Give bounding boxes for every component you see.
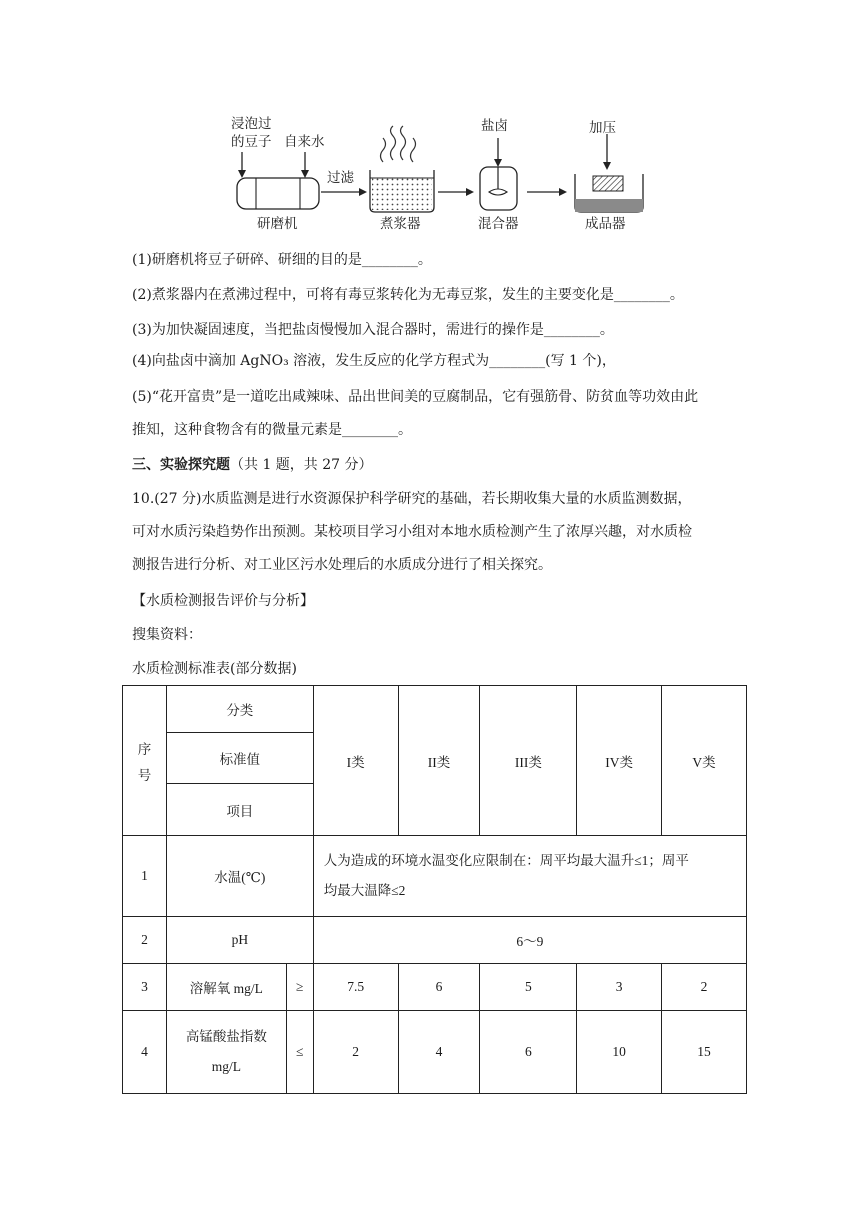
collect-data-label: 搜集资料： [132, 627, 202, 643]
row3-sign: ≥ [286, 964, 313, 1011]
row3-value-3: 5 [480, 964, 577, 1011]
header-item: 项目 [166, 784, 313, 836]
q10-line1: 10.(27 分)水质监测是进行水资源保护科学研究的基础，若长期收集大量的水质监测数据， [132, 491, 692, 507]
header-class-5: V类 [662, 686, 747, 836]
question-3: (3)为加快凝固速度，当把盐卤慢慢加入混合器时，需进行的操作是________。 [132, 322, 614, 338]
row3-item: 溶解氧 mg/L [166, 964, 286, 1011]
row1-text [313, 836, 746, 917]
row4-item [166, 1011, 286, 1094]
header-class-1: I类 [313, 686, 398, 836]
question-5-line2: 推知，这种食物含有的微量元素是________。 [132, 422, 412, 438]
row4-item-line1: 高锰酸盐指数 [185, 1029, 267, 1044]
table-row [123, 917, 747, 964]
header-category: 分类 [166, 686, 313, 733]
boiler-label: 煮浆器 [380, 216, 421, 232]
question-1: (1)研磨机将豆子研碎、研细的目的是________。 [132, 252, 432, 268]
row1-text-line1: 人为造成的环境水温变化应限制在：周平均最大温升≤1；周平 [323, 853, 689, 868]
row1-item: 水温(℃) [166, 836, 313, 917]
row2-item: pH [166, 917, 313, 964]
header-seq-char2: 号 [137, 767, 152, 783]
table-row [123, 964, 747, 1011]
row3-value-1: 7.5 [313, 964, 398, 1011]
row4-value-1: 2 [313, 1011, 398, 1094]
soaked-beans-label-line1: 浸泡过 [231, 116, 272, 132]
row4-value-3: 6 [480, 1011, 577, 1094]
table-caption: 水质检测标准表(部分数据) [132, 661, 297, 677]
header-class-4: IV类 [577, 686, 662, 836]
header-class-3: III类 [480, 686, 577, 836]
section-title: 三、实验探究题 [132, 457, 230, 473]
row4-value-2: 4 [398, 1011, 480, 1094]
water-quality-standard-table [122, 685, 747, 1094]
tap-water-label: 自来水 [284, 134, 325, 150]
section-heading [132, 455, 373, 475]
row3-value-4: 3 [577, 964, 662, 1011]
q10-line3: 测报告进行分析、对工业区污水处理后的水质成分进行了相关探究。 [132, 557, 552, 573]
row3-value-2: 6 [398, 964, 480, 1011]
row4-value-4: 10 [577, 1011, 662, 1094]
grinder-shape [237, 178, 319, 209]
pressure-label: 加压 [589, 120, 616, 136]
header-seq-char1: 序 [137, 741, 152, 757]
subheading: 【水质检测报告评价与分析】 [132, 593, 314, 609]
salt-brine-label: 盐卤 [481, 118, 508, 134]
row4-sign: ≤ [286, 1011, 313, 1094]
grinder-label: 研磨机 [257, 216, 298, 232]
header-class-2: II类 [398, 686, 480, 836]
section-title-suffix: （共 1 题，共 27 分） [230, 457, 373, 473]
row2-no: 2 [123, 917, 167, 964]
mixer-label: 混合器 [478, 216, 519, 232]
tofu-process-diagram [225, 112, 645, 237]
row2-value: 6～9 [313, 917, 746, 964]
row4-no: 4 [123, 1011, 167, 1094]
table-row [123, 1011, 747, 1094]
table-row [123, 836, 747, 917]
row3-value-5: 2 [662, 964, 747, 1011]
row4-value-5: 15 [662, 1011, 747, 1094]
q10-line2: 可对水质污染趋势作出预测。某校项目学习小组对本地水质检测产生了浓厚兴趣，对水质检 [132, 524, 692, 540]
header-standard: 标准值 [166, 733, 313, 784]
product-label: 成品器 [585, 216, 626, 232]
row1-text-line2: 均最大温降≤2 [323, 883, 406, 898]
filter-label: 过滤 [327, 170, 354, 186]
question-2: (2)煮浆器内在煮沸过程中，可将有毒豆浆转化为无毒豆浆，发生的主要变化是________。 [132, 287, 684, 303]
row4-item-line2: mg/L [211, 1059, 241, 1074]
question-4: (4)向盐卤中滴加 AgNO₃ 溶液，发生反应的化学方程式为________(写 1 个)， [132, 353, 616, 369]
row1-no: 1 [123, 836, 167, 917]
row3-no: 3 [123, 964, 167, 1011]
question-5-line1: (5)“花开富贵”是一道吃出咸辣味、品出世间美的豆腐制品，它有强筋骨、防贫血等功效由此 [132, 389, 699, 405]
header-seq [123, 686, 167, 836]
soaked-beans-label-line2: 的豆子 [231, 134, 272, 150]
